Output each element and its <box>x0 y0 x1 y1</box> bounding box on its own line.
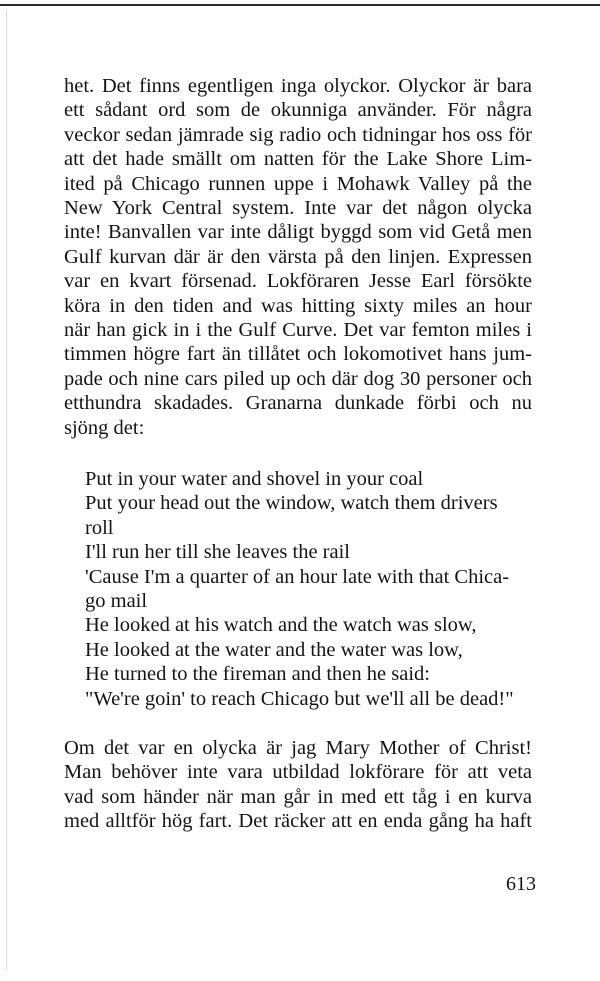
text-line: veckor sedan jämrade sig radio och tidningar hos oss för <box>64 123 532 146</box>
text-line: timmen högre fart än tillåtet och lokomotivet hans jum- <box>64 343 532 366</box>
song-verse <box>85 467 545 711</box>
verse-line: I'll run her till she leaves the rail <box>85 541 350 564</box>
text-line: vad som händer när man går in med ett tåg i en kurva <box>64 785 532 808</box>
text-line: att det hade smällt om natten för the Lake Shore Lim- <box>64 148 532 171</box>
paragraph-2 <box>64 736 532 834</box>
text-line: ited på Chicago runnen uppe i Mohawk Valley på the <box>64 172 532 195</box>
verse-line: He looked at the water and the water was low, <box>85 638 463 661</box>
verse-line: go mail <box>85 590 148 613</box>
paragraph-1 <box>64 74 532 440</box>
text-line: sjöng det: <box>64 416 145 439</box>
text-line: New York Central system. Inte var det någon olycka <box>64 197 532 220</box>
verse-line: Put in your water and shovel in your coal <box>85 468 424 490</box>
page-number: 613 <box>506 873 536 895</box>
text-line: inte! Banvallen var inte dåligt byggd som vid Getå men <box>64 221 532 244</box>
text-line: pade och nine cars piled up och där dog 30 personer och <box>64 367 532 390</box>
text-line: Man behöver inte vara utbildad lokförare för att veta <box>64 761 532 784</box>
text-line: Om det var en olycka är jag Mary Mother of Christ! <box>64 737 532 759</box>
text-line: etthundra skadades. Granarna dunkade förbi och nu <box>64 392 532 415</box>
verse-line: 'Cause I'm a quarter of an hour late with that Chica- <box>85 565 510 588</box>
text-line: het. Det finns egentligen inga olyckor. Olyckor är bara <box>64 75 532 97</box>
verse-line: He looked at his watch and the watch was slow, <box>85 614 477 637</box>
text-line: med alltför hög fart. Det räcker att en enda gång ha haft <box>64 810 532 833</box>
top-edge-rule <box>0 4 600 6</box>
text-line: ett sådant ord som de okunniga använder. För några <box>64 99 532 122</box>
text-line: Gulf kurvan där är den värsta på den linjen. Expressen <box>64 245 532 268</box>
text-line: när han gick in i the Gulf Curve. Det var femton miles i <box>64 319 532 342</box>
verse-line: Put your head out the window, watch them drivers <box>85 492 498 515</box>
left-page-edge <box>6 10 7 970</box>
verse-line: "We're goin' to reach Chicago but we'll all be dead!" <box>85 687 514 710</box>
text-line: var en kvart försenad. Lokföraren Jesse Earl försökte <box>64 270 532 293</box>
verse-line: He turned to the fireman and then he said: <box>85 663 430 686</box>
text-line: köra in den tiden and was hitting sixty miles an hour <box>64 294 532 317</box>
verse-line: roll <box>85 516 114 539</box>
